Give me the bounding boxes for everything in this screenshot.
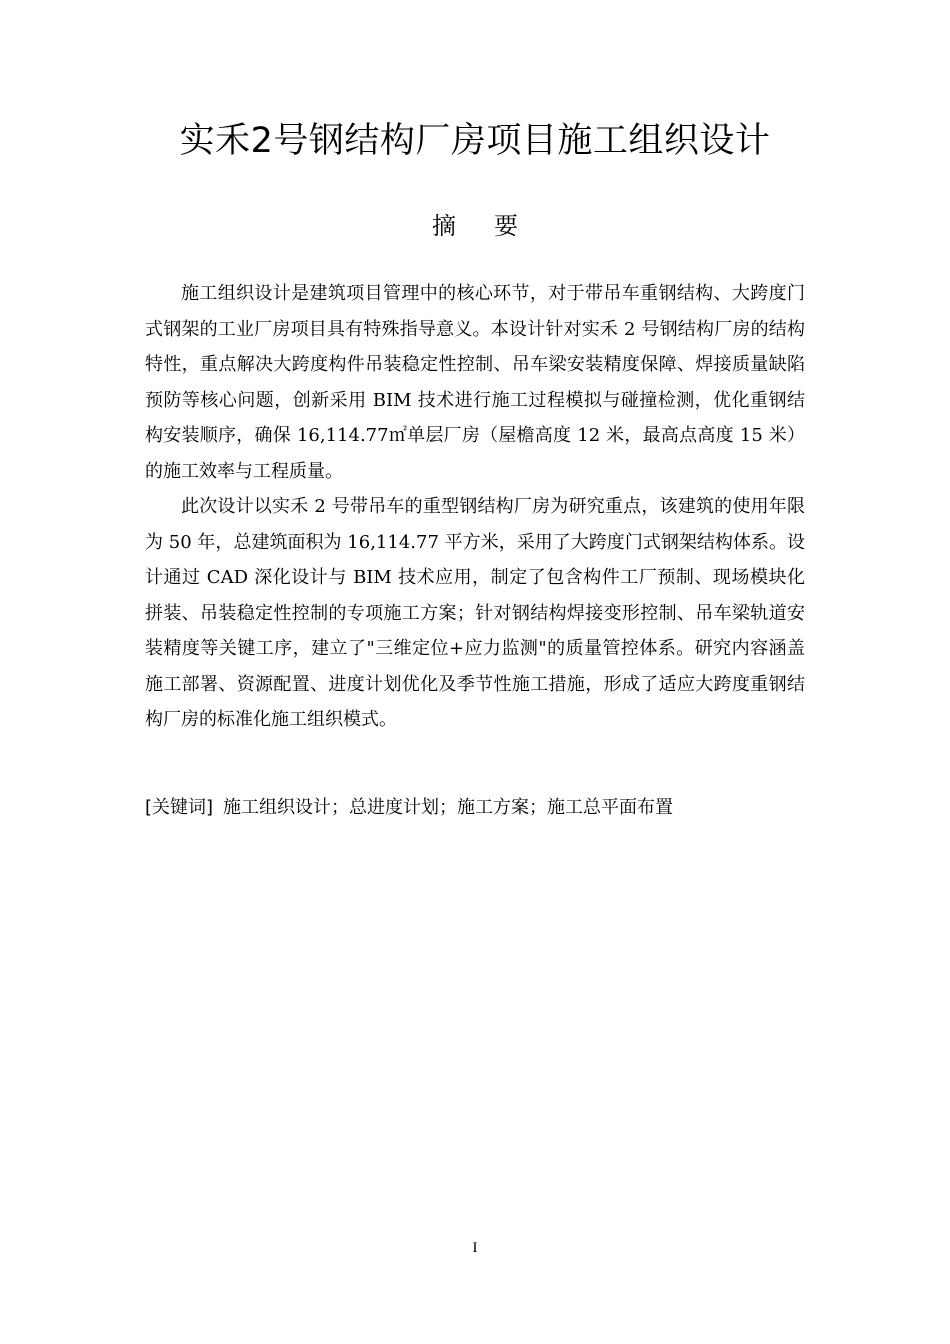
abstract-body <box>145 276 805 738</box>
document-title: 实禾2号钢结构厂房项目施工组织设计 <box>179 121 771 161</box>
abstract-paragraph-1: 施工组织设计是建筑项目管理中的核心环节，对于带吊车重钢结构、大跨度门式钢架的工业厂房项目具有特殊指导意义。本设计针对实禾 2 号钢结构厂房的结构特性，重点解决大跨度构件吊装稳定性控制、吊车梁安装精度保障、焊接质量缺陷预防等核心问题，创新采用 BIM 技术进行施工过程模拟与碰撞检测，优化重钢结构安装顺序，确保 16,114.77㎡单层厂房（屋檐高度 12 米，最高点高度 15 米）的施工效率与工程质量。 <box>145 283 805 482</box>
abstract-paragraph-2: 此次设计以实禾 2 号带吊车的重型钢结构厂房为研究重点，该建筑的使用年限为 50 年，总建筑面积为 16,114.77 平方米，采用了大跨度门式钢架结构体系。设计通过 CAD 深化设计与 BIM 技术应用，制定了包含构件工厂预制、现场模块化拼装、吊装稳定性控制的专项施工方案；针对钢结构焊接变形控制、吊车梁轨道安装精度等关键工序，建立了"三维定位+应力监测"的质量管控体系。研究内容涵盖施工部署、资源配置、进度计划优化及季节性施工措施，形成了适应大跨度重钢结构厂房的标准化施工组织模式。 <box>145 496 805 730</box>
keywords-label: [关键词] <box>145 797 214 818</box>
page-number: I <box>472 1240 478 1256</box>
abstract-heading: 摘要 <box>432 212 556 240</box>
keywords-text: 施工组织设计；总进度计划；施工方案；施工总平面布置 <box>223 797 674 818</box>
keywords-line <box>145 790 805 825</box>
